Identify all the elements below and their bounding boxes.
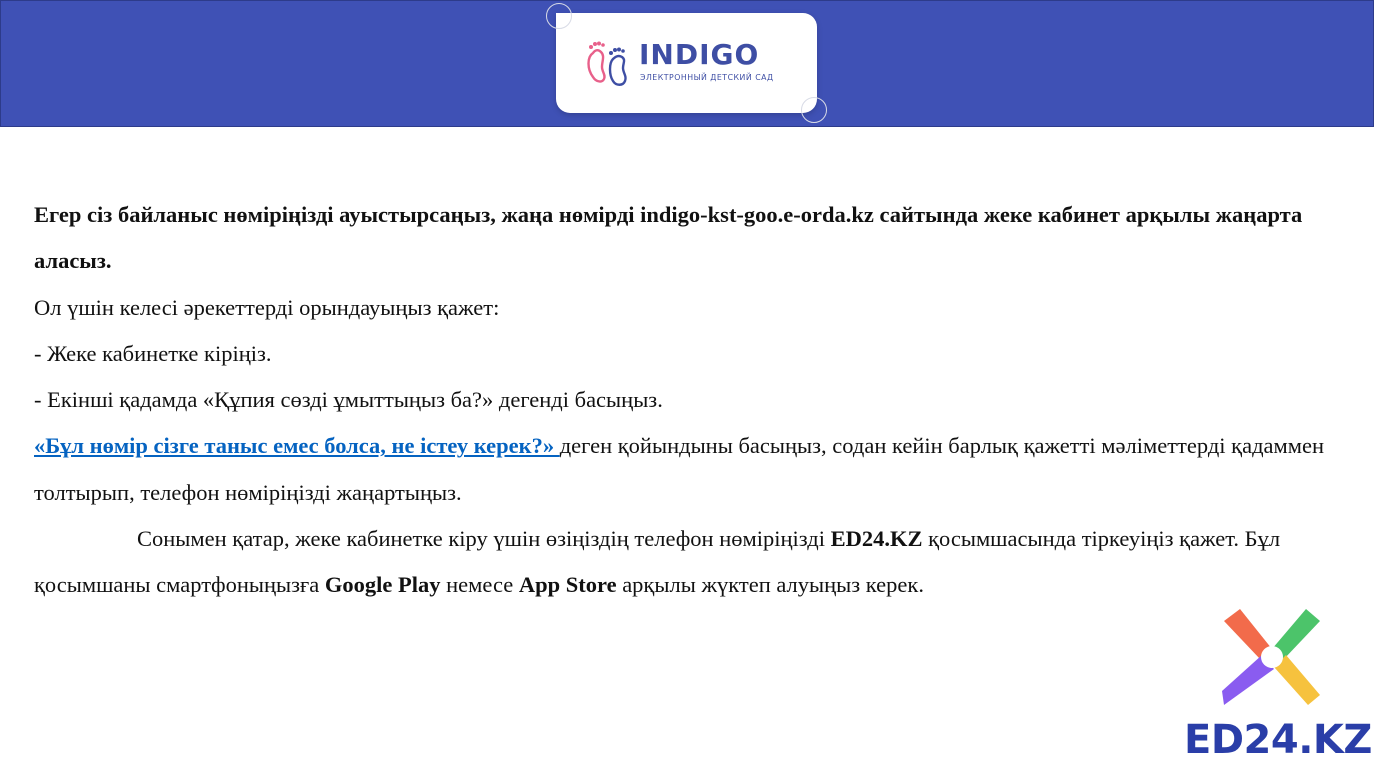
app-name: ED24.KZ [830, 526, 923, 552]
steps-intro: Ол үшін келесі әрекеттерді орындауыңыз қажет: [34, 294, 500, 320]
baby-feet-icon [585, 39, 635, 89]
closing-text: қосымшасында тіркеуіңіз қажет. Бұл қосымшаны смартфоныңызға [34, 526, 1281, 598]
closing-text: немесе [440, 572, 519, 598]
pinwheel-icon[interactable] [1218, 603, 1326, 711]
ed24-logo-text: ED24.KZ [1184, 717, 1372, 763]
step-item: - Жеке кабинетке кіріңіз. [34, 340, 272, 366]
link-paragraph [34, 423, 1340, 516]
closing-text: арқылы жүктеп алуыңыз керек. [616, 572, 924, 598]
brand-subtitle: ЭЛЕКТРОННЫЙ ДЕТСКИЙ САД [640, 73, 774, 82]
logo-card-corner-decor [546, 3, 572, 29]
link-followup-text: деген қойындыны басыңыз, содан кейін барлық қажетті мәліметтерді қадаммен толтырып, телефон нөміріңізді жаңартыңыз. [34, 433, 1325, 505]
closing-paragraph [34, 516, 1340, 609]
main-content [34, 192, 1340, 609]
google-play-name: Google Play [324, 572, 441, 598]
step-item: - Екінші қадамда «Құпия сөзді ұмыттыңыз ба?» дегенді басыңыз. [34, 387, 663, 413]
app-store-name: App Store [518, 572, 617, 598]
logo-card-corner-decor [801, 97, 827, 123]
indigo-logo-card[interactable] [556, 13, 817, 113]
help-link[interactable]: «Бұл нөмір сізге таныс емес болса, не істеу керек?» [34, 433, 560, 459]
intro-paragraph: Егер сіз байланыс нөміріңізді ауыстырсаңыз, жаңа нөмірді indigo-kst-goo.e-orda.kz сайтында жеке кабинет арқылы жаңарта аласыз. [34, 202, 1303, 274]
brand-title: INDIGO [639, 38, 760, 71]
closing-text: Сонымен қатар, жеке кабинетке кіру үшін өзіңіздің телефон нөміріңізді [137, 526, 831, 552]
